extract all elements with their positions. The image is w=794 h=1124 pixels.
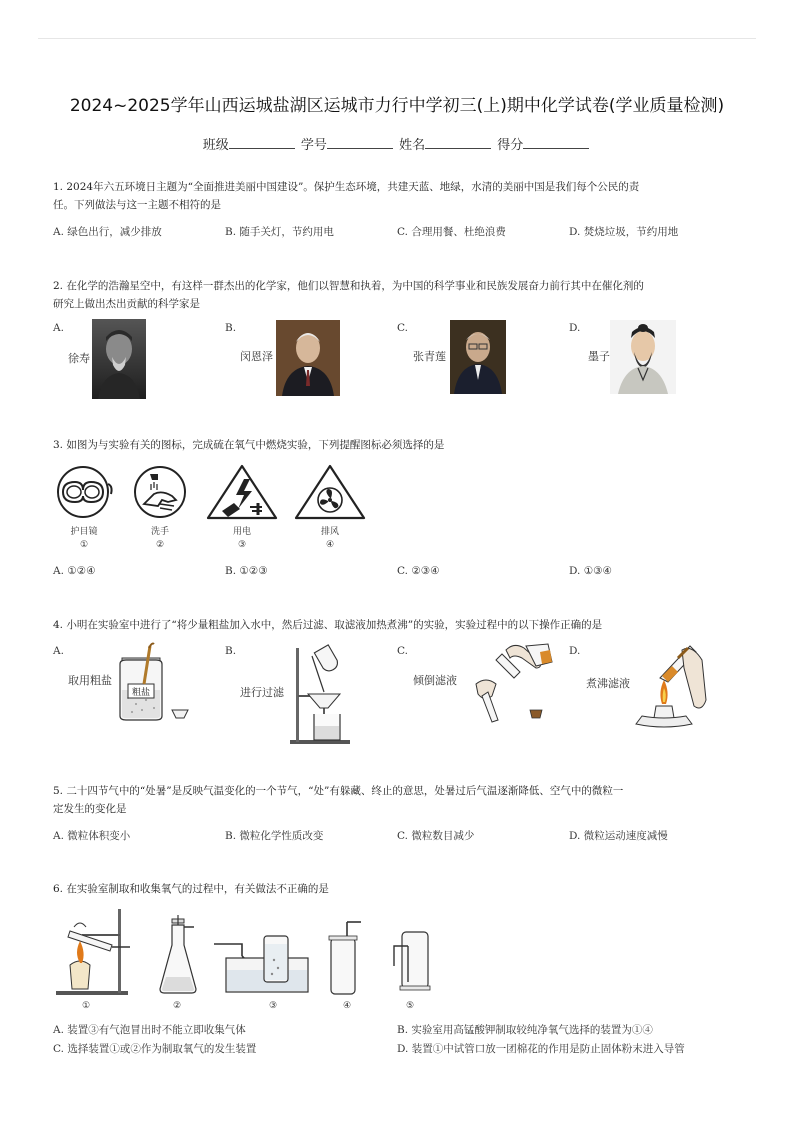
salt-jar-illustration xyxy=(116,640,188,722)
q4-option-c-label: 倾倒滤液 xyxy=(413,674,457,687)
q5-option-c[interactable]: C. 微粒数目减少 xyxy=(397,830,475,842)
salt-jar-label: 粗盐 xyxy=(131,688,151,698)
score-label: 得分 xyxy=(497,138,524,153)
filtration-setup-illustration xyxy=(290,640,356,746)
apparatus-1-heating xyxy=(52,905,132,997)
apparatus-4-upward-collection xyxy=(325,922,365,996)
portrait-zhang-qinglian xyxy=(450,320,506,394)
question-1-stem xyxy=(53,178,743,214)
hand-wash-caption-text: 洗手 xyxy=(150,527,169,537)
portrait-mozi xyxy=(610,320,676,394)
question-2-stem xyxy=(53,277,743,313)
apparatus-5-num: ⑤ xyxy=(405,1001,415,1011)
q4-option-d-letter[interactable]: D. xyxy=(569,645,581,657)
q2-option-c-letter[interactable]: C. xyxy=(397,322,408,334)
hand-wash-icon[interactable] xyxy=(132,464,188,520)
q4-option-a-letter[interactable]: A. xyxy=(53,645,64,657)
portrait-min-enze xyxy=(276,320,340,396)
class-blank[interactable] xyxy=(229,136,295,149)
question-1-line-2: 任。下列做法与这一主题不相符的是 xyxy=(53,199,221,211)
question-5-stem xyxy=(53,782,743,818)
apparatus-2-num: ② xyxy=(172,1001,182,1011)
q2-option-a-letter[interactable]: A. xyxy=(53,322,64,334)
q2-option-c-name: 张青莲 xyxy=(413,350,446,363)
q1-option-b[interactable]: B. 随手关灯，节约用电 xyxy=(225,226,334,238)
page-title: 2024~2025学年山西运城盐湖区运城市力行中学初三(上)期中化学试卷(学业质量检测) xyxy=(69,96,725,116)
q6-option-c[interactable]: C. 选择装置①或②作为制取氧气的发生装置 xyxy=(53,1043,257,1055)
q4-option-a-label: 取用粗盐 xyxy=(68,674,112,687)
question-5-line-2: 定发生的变化是 xyxy=(53,803,127,815)
question-1-line-1: 1. 2024年六五环境日主题为“全面推进美丽中国建设”。保护生态环境，共建天蓝、地绿，水清的美丽中国是我们每个公民的责 xyxy=(53,181,640,193)
apparatus-5-downward-collection xyxy=(392,926,432,996)
question-3-stem: 3. 如图为与实验有关的图标，完成硫在氧气中燃烧实验，下列提醒图标必须选择的是 xyxy=(53,439,445,451)
q3-option-c[interactable]: C. ②③④ xyxy=(397,565,440,577)
question-4-stem: 4. 小明在实验室中进行了“将少量粗盐加入水中，然后过滤、取滤液加热煮沸”的实验，实验过程中的以下操作正确的是 xyxy=(53,619,603,631)
name-blank[interactable] xyxy=(425,136,491,149)
question-2-line-1: 2. 在化学的浩瀚星空中，有这样一群杰出的化学家，他们以智慧和执着，为中国的科学事业和民族发展奋力前行其中在催化剂的 xyxy=(53,280,644,292)
question-2-line-2: 研究上做出杰出贡献的科学家是 xyxy=(53,298,200,310)
ventilation-caption xyxy=(310,526,350,552)
q6-option-b[interactable]: B. 实验室用高锰酸钾制取较纯净氧气选择的装置为①④ xyxy=(397,1024,653,1036)
electricity-warning-icon[interactable] xyxy=(206,463,278,521)
q4-option-d-label: 煮沸滤液 xyxy=(586,677,630,690)
q3-option-a[interactable]: A. ①②④ xyxy=(53,565,96,577)
electricity-caption xyxy=(222,526,262,552)
hand-wash-caption-num: ② xyxy=(155,540,165,550)
q5-option-a[interactable]: A. 微粒体积变小 xyxy=(53,830,131,842)
student-info-line xyxy=(0,134,794,153)
top-divider xyxy=(38,38,756,39)
electricity-caption-text: 用电 xyxy=(232,527,251,537)
q1-option-c[interactable]: C. 合理用餐、杜绝浪费 xyxy=(397,226,506,238)
q2-option-b-letter[interactable]: B. xyxy=(225,322,237,334)
ventilation-caption-text: 排风 xyxy=(320,527,339,537)
score-blank[interactable] xyxy=(523,136,589,149)
apparatus-4-num: ④ xyxy=(342,1001,352,1011)
pouring-filtrate-illustration xyxy=(462,640,558,722)
q6-option-d[interactable]: D. 装置①中试管口放一团棉花的作用是防止固体粉末进入导管 xyxy=(397,1043,685,1055)
q2-option-d-letter[interactable]: D. xyxy=(569,322,581,334)
goggles-caption-num: ① xyxy=(79,540,89,550)
apparatus-2-flask xyxy=(158,915,198,995)
heating-filtrate-illustration xyxy=(632,640,710,728)
q5-option-b[interactable]: B. 微粒化学性质改变 xyxy=(225,830,324,842)
ventilation-fan-icon[interactable] xyxy=(294,463,366,521)
q2-option-d-name: 墨子 xyxy=(588,350,610,363)
q4-option-b-label: 进行过滤 xyxy=(240,686,284,699)
q3-option-b[interactable]: B. ①②③ xyxy=(225,565,268,577)
portrait-xu-shou xyxy=(92,319,146,399)
goggles-icon[interactable] xyxy=(53,464,115,520)
student-id-blank[interactable] xyxy=(327,136,393,149)
name-label: 姓名 xyxy=(399,138,426,153)
q4-option-c-letter[interactable]: C. xyxy=(397,645,408,657)
q4-option-b-letter[interactable]: B. xyxy=(225,645,237,657)
q6-option-a[interactable]: A. 装置③有气泡冒出时不能立即收集气体 xyxy=(53,1024,246,1036)
q2-option-a-name: 徐寿 xyxy=(68,352,90,365)
q1-option-d[interactable]: D. 焚烧垃圾，节约用地 xyxy=(569,226,679,238)
q5-option-d[interactable]: D. 微粒运动速度减慢 xyxy=(569,830,668,842)
electricity-caption-num: ③ xyxy=(237,540,247,550)
apparatus-3-num: ③ xyxy=(268,1001,278,1011)
class-label: 班级 xyxy=(202,138,229,153)
q1-option-a[interactable]: A. 绿色出行，减少排放 xyxy=(53,226,162,238)
ventilation-caption-num: ④ xyxy=(325,540,335,550)
q2-option-b-name: 闵恩泽 xyxy=(240,350,273,363)
question-6-stem: 6. 在实验室制取和收集氧气的过程中，有关做法不正确的是 xyxy=(53,883,329,895)
question-5-line-1: 5. 二十四节气中的“处暑”是反映气温变化的一个节气，“处”有躲藏、终止的意思，处暑过后气温逐渐降低、空气中的微粒一 xyxy=(53,785,624,797)
apparatus-1-num: ① xyxy=(81,1001,91,1011)
q3-option-d[interactable]: D. ①③④ xyxy=(569,565,612,577)
student-id-label: 学号 xyxy=(300,138,327,153)
goggles-caption-text: 护目镜 xyxy=(70,527,98,537)
goggles-caption xyxy=(64,526,104,552)
apparatus-3-water-trough xyxy=(212,930,312,996)
hand-wash-caption xyxy=(140,526,180,552)
